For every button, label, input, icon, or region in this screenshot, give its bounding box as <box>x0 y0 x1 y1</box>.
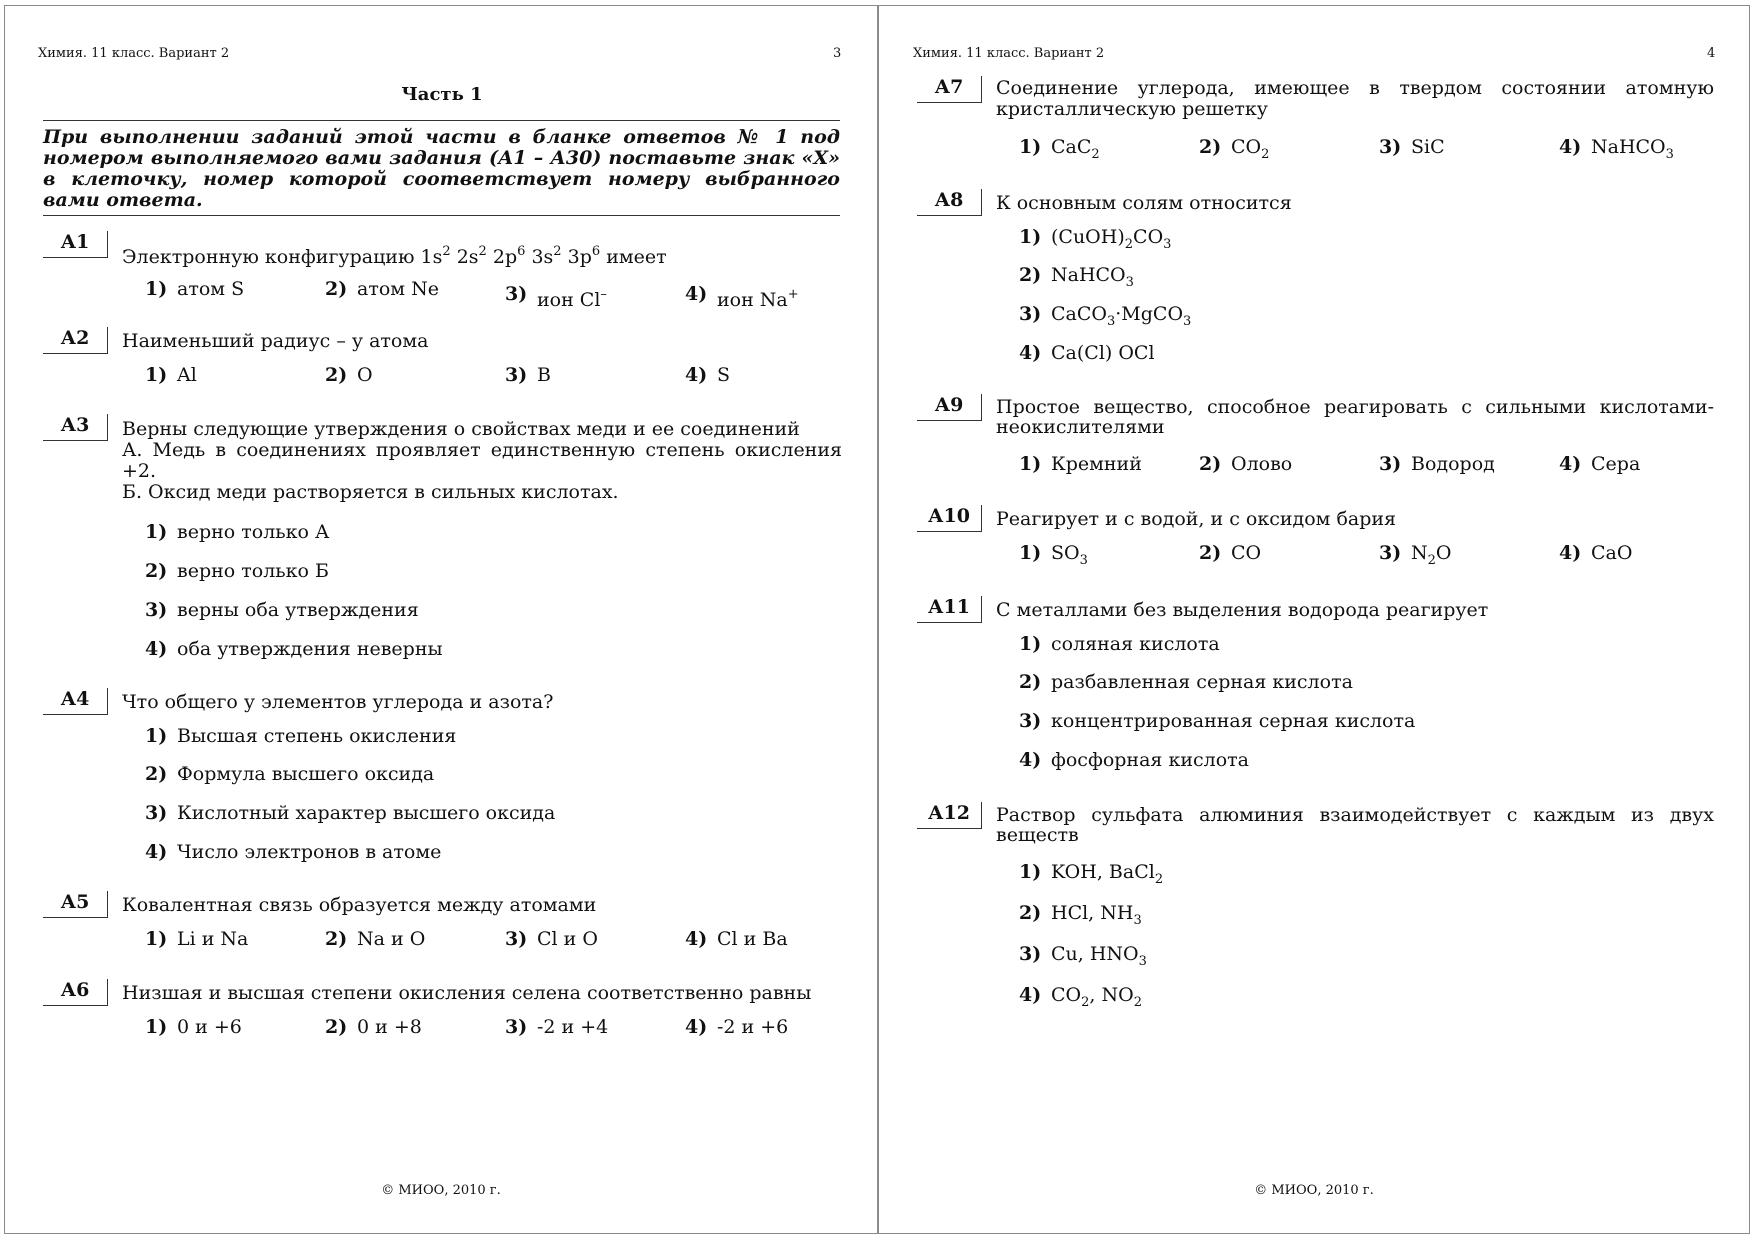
option-4[interactable]: 4) NaHCO$_3$ <box>1559 136 1674 162</box>
option-3[interactable]: 3) Cu, $HNO_3$ <box>1019 943 1147 969</box>
task-question: К основным солям относится <box>996 192 1292 214</box>
task-question: Что общего у элементов углерода и азота? <box>122 691 554 713</box>
option-2[interactable]: 2) верно только Б <box>145 560 329 582</box>
option-2[interactable]: 2) Олово <box>1199 453 1293 475</box>
task-label: А5 <box>43 891 108 918</box>
option-2[interactable]: 2) NaHCO$_3$ <box>1019 264 1134 290</box>
part-title: Часть 1 <box>401 84 483 105</box>
option-1[interactable]: 1) 0 и +6 <box>145 1016 242 1038</box>
option-1[interactable]: 1) Высшая степень окисления <box>145 725 457 747</box>
running-header: Химия. 11 класс. Вариант 2 <box>913 46 1105 61</box>
task-label: А4 <box>43 688 108 715</box>
option-2[interactable]: 2) атом Ne <box>325 278 439 300</box>
option-2[interactable]: 2) Формула высшего оксида <box>145 763 435 785</box>
task-label: А7 <box>917 76 982 103</box>
task-question: Электронную конфигурацию $1s^2$ $2s^2$ $2p^6$ $3s^2$ $3p^6$ имеет <box>122 244 667 268</box>
option-4[interactable]: 4) оба утверждения неверны <box>145 638 443 660</box>
option-3[interactable]: 3) Водород <box>1379 453 1495 475</box>
option-3[interactable]: 3) B <box>505 364 551 386</box>
task-label: А9 <box>917 394 982 421</box>
option-4[interactable]: 4) -2 и +6 <box>685 1016 789 1038</box>
option-1[interactable]: 1) KOH, BaCl$_2$ <box>1019 861 1164 887</box>
option-1[interactable]: 1) Li и Na <box>145 928 249 950</box>
task-question: Наименьший радиус – у атома <box>122 330 429 352</box>
option-3[interactable]: 3) -2 и +4 <box>505 1016 609 1038</box>
task-question: Реагирует и с водой, и с оксидом бария <box>996 508 1397 530</box>
option-4[interactable]: 4) ион Na+ <box>685 283 799 311</box>
option-2[interactable]: 2) HCl, $NH_3$ <box>1019 902 1142 928</box>
task-label: А12 <box>917 802 982 829</box>
option-1[interactable]: 1) Кремний <box>1019 453 1142 475</box>
option-4[interactable]: 4) Сера <box>1559 453 1641 475</box>
task-label: А10 <box>917 505 982 532</box>
task-label: А2 <box>43 327 108 354</box>
option-1[interactable]: 1) атом S <box>145 278 245 300</box>
option-4[interactable]: 4) Ca(Cl) OCl <box>1019 342 1155 364</box>
task-question: Низшая и высшая степени окисления селена соответственно равны <box>122 982 812 1004</box>
option-3[interactable]: 3) ион Cl– <box>505 283 607 311</box>
task-question: Верны следующие утверждения о свойствах меди и ее соединений А. Медь в соединениях проявляет единственную степень окисления +2. Б. Оксид меди растворяется в сильных кислотах. <box>122 418 842 503</box>
option-1[interactable]: 1) Al <box>145 364 197 386</box>
option-4[interactable]: 4) фосфорная кислота <box>1019 749 1249 771</box>
option-2[interactable]: 2) O <box>325 364 373 386</box>
option-4[interactable]: 4) $CO_2$, $NO_2$ <box>1019 984 1142 1010</box>
option-2[interactable]: 2) разбавленная серная кислота <box>1019 671 1353 693</box>
option-1[interactable]: 1) $SO_3$ <box>1019 542 1088 568</box>
copyright-footer: © МИОО, 2010 г. <box>1254 1183 1374 1198</box>
option-2[interactable]: 2) $CO_2$ <box>1199 136 1270 162</box>
option-1[interactable]: 1) верно только А <box>145 521 330 543</box>
task-label: А8 <box>917 189 982 216</box>
task-question: Соединение углерода, имеющее в твердом состоянии атомную кристаллическую решетку <box>996 77 1714 120</box>
right-page <box>878 5 1750 1234</box>
running-header: Химия. 11 класс. Вариант 2 <box>38 46 230 61</box>
option-4[interactable]: 4) Число электронов в атоме <box>145 841 442 863</box>
page-number: 4 <box>1707 46 1716 61</box>
option-2[interactable]: 2) Na и O <box>325 928 426 950</box>
option-3[interactable]: 3) CaCO$_3$·MgCO$_3$ <box>1019 303 1192 329</box>
task-question: Ковалентная связь образуется между атомами <box>122 894 597 916</box>
option-4[interactable]: 4) CaO <box>1559 542 1633 564</box>
option-4[interactable]: 4) Cl и Ba <box>685 928 788 950</box>
option-1[interactable]: 1) $(CuOH)_2CO_3$ <box>1019 226 1172 252</box>
task-question: Простое вещество, способное реагировать с сильными кислотами-неокислителями <box>996 396 1714 438</box>
task-label: А6 <box>43 979 108 1006</box>
task-question: Раствор сульфата алюминия взаимодействует с каждым из двух веществ <box>996 804 1714 846</box>
task-label: А11 <box>917 596 982 623</box>
option-3[interactable]: 3) Кислотный характер высшего оксида <box>145 802 556 824</box>
instruction-block: При выполнении заданий этой части в бланке ответов № 1 под номером выполняемого вами задания (А1 – А30) поставьте знак «Х» в клеточку, номер которой соответствует номеру выбранного вами ответа. <box>43 120 840 216</box>
task-question: С металлами без выделения водорода реагирует <box>996 599 1489 621</box>
page-number: 3 <box>833 46 842 61</box>
option-2[interactable]: 2) CO <box>1199 542 1262 564</box>
option-4[interactable]: 4) S <box>685 364 731 386</box>
option-3[interactable]: 3) SiC <box>1379 136 1445 158</box>
option-3[interactable]: 3) концентрированная серная кислота <box>1019 710 1416 732</box>
task-label: А1 <box>43 231 108 258</box>
copyright-footer: © МИОО, 2010 г. <box>381 1183 501 1198</box>
left-page <box>4 5 878 1234</box>
task-label: А3 <box>43 414 108 441</box>
option-1[interactable]: 1) CaC$_2$ <box>1019 136 1100 162</box>
option-3[interactable]: 3) $N_2O$ <box>1379 542 1452 568</box>
option-3[interactable]: 3) Cl и O <box>505 928 598 950</box>
option-3[interactable]: 3) верны оба утверждения <box>145 599 419 621</box>
option-1[interactable]: 1) соляная кислота <box>1019 633 1220 655</box>
option-2[interactable]: 2) 0 и +8 <box>325 1016 422 1038</box>
